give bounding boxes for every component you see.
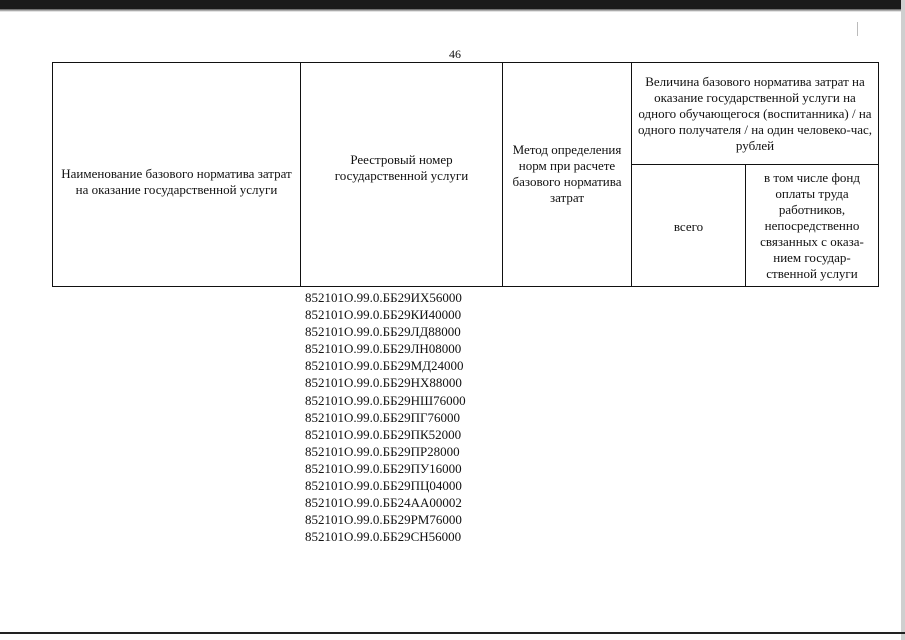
registry-code: 852101О.99.0.ББ29ЛД88000 — [305, 324, 461, 340]
column-header-labor-fund: в том числе фонд оплаты труда работников, непосредственно связанных с оказа-нием государ-ственной услуги — [760, 169, 864, 281]
scan-mark — [857, 22, 858, 36]
column-header-total: всего — [673, 218, 704, 234]
scan-top-border — [0, 0, 905, 9]
registry-code: 852101О.99.0.ББ29ПУ16000 — [305, 460, 462, 476]
column-header-registry-number: Реестровый номер государственной услуги — [334, 151, 469, 183]
registry-code: 852101О.99.0.ББ29ИХ56000 — [305, 290, 462, 305]
scan-bottom-border — [0, 632, 905, 634]
table-bottom-border — [52, 286, 879, 287]
column-header-name: Наименование базового норматива затрат на оказание государственной услуги — [61, 165, 292, 197]
registry-code: 852101О.99.0.ББ29СН56000 — [305, 529, 462, 545]
column-header-method: Метод определения норм при расчете базового норматива затрат — [512, 141, 622, 205]
registry-code: 852101О.99.0.ББ29НШ76000 — [305, 392, 466, 408]
registry-code: 852101О.99.0.ББ29ПК52000 — [305, 426, 462, 442]
registry-code: 852101О.99.0.ББ29ЛН08000 — [305, 341, 462, 357]
registry-code-list — [305, 289, 466, 545]
registry-code: 852101О.99.0.ББ29НХ88000 — [305, 375, 462, 391]
registry-code: 852101О.99.0.ББ29ПР28000 — [305, 443, 460, 459]
registry-code: 852101О.99.0.ББ29ПЦ04000 — [305, 478, 462, 494]
registry-code: 852101О.99.0.ББ29МД24000 — [305, 358, 464, 374]
page-number: 46 — [449, 47, 461, 61]
column-header-value-group: Величина базового норматива затрат на оказание государственной услуги на одного обучающегося (воспитанника) / на одного получателя / на один человеко-час, рублей — [637, 73, 873, 153]
scan-right-edge — [901, 0, 905, 640]
registry-code: 852101О.99.0.ББ24АА00002 — [305, 495, 462, 511]
registry-code: 852101О.99.0.ББ29ПГ76000 — [305, 409, 460, 425]
registry-code: 852101О.99.0.ББ29РМ76000 — [305, 512, 462, 528]
scan-top-shade — [0, 9, 905, 12]
table-right-border — [878, 62, 879, 287]
registry-code: 852101О.99.0.ББ29КИ40000 — [305, 307, 462, 323]
